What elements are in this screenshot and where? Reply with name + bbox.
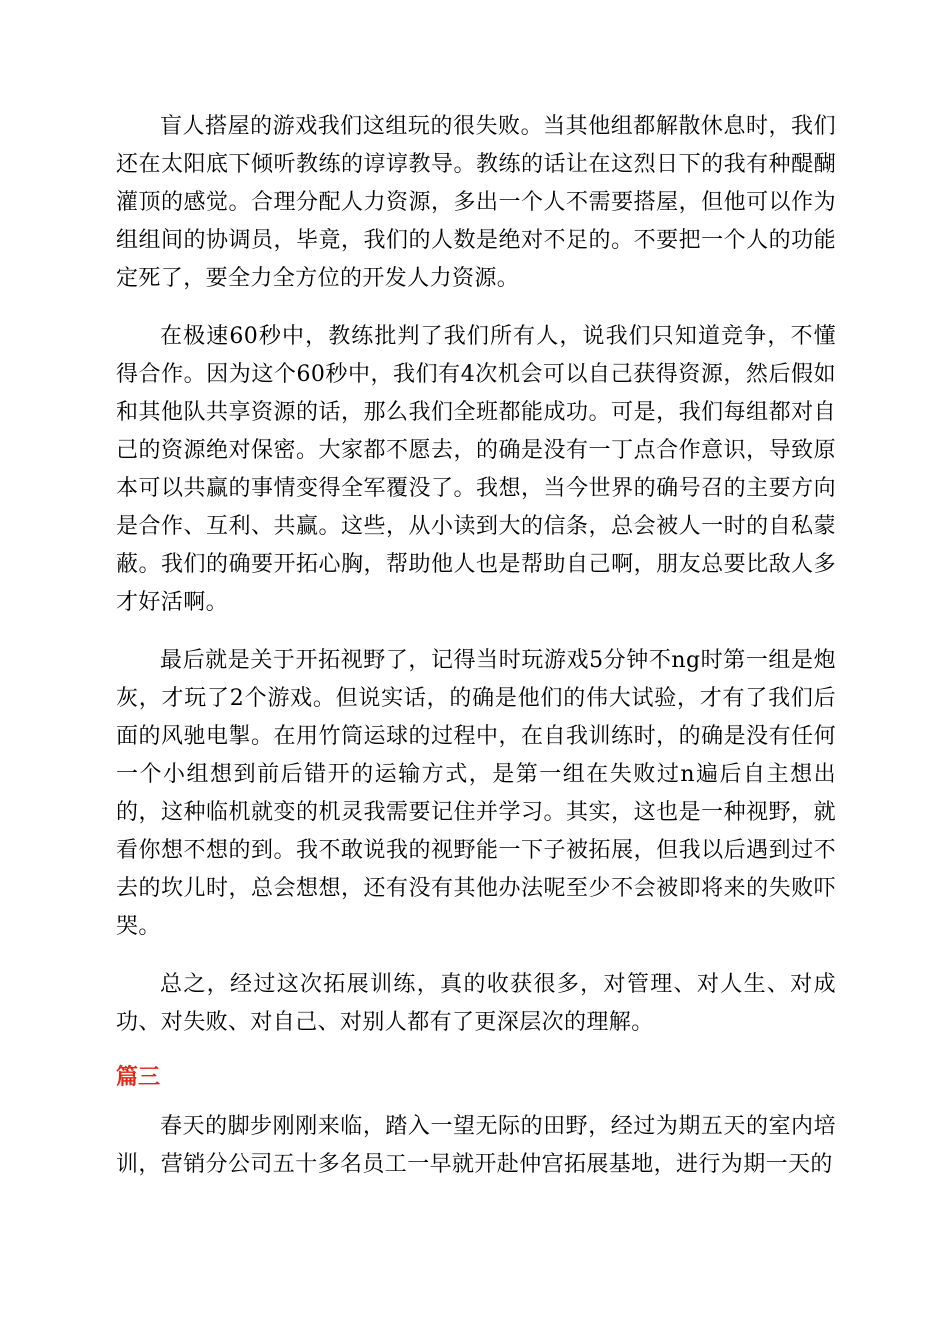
section-paragraph: 春天的脚步刚刚来临，踏入一望无际的田野，经过为期五天的室内培训，营销分公司五十多名员工一早就开赴仲宫拓展基地，进行为期一天的 (116, 1114, 836, 1177)
body-paragraph: 总之，经过这次拓展训练，真的收获很多，对管理、对人生、对成功、对失败、对自己、对别人都有了更深层次的理解。 (116, 972, 836, 1035)
section-heading: 篇三 (116, 1065, 161, 1090)
document-page (116, 108, 836, 1184)
body-paragraph: 盲人搭屋的游戏我们这组玩的很失败。当其他组都解散休息时，我们还在太阳底下倾听教练的谆谆教导。教练的话让在这烈日下的我有种醍醐灌顶的感觉。合理分配人力资源，多出一个人不需要搭屋，但他可以作为组组间的协调员，毕竟，我们的人数是绝对不足的。不要把一个人的功能定死了，要全力全方位的开发人力资源。 (116, 114, 836, 291)
body-paragraph: 最后就是关于开拓视野了，记得当时玩游戏5分钟不ng时第一组是炮灰，才玩了2个游戏。但说实话，的确是他们的伟大试验，才有了我们后面的风驰电掣。在用竹筒运球的过程中，在自我训练时，的确是没有任何一个小组想到前后错开的运输方式，是第一组在失败过n遍后自主想出的，这种临机就变的机灵我需要记住并学习。其实，这也是一种视野，就看你想不想的到。我不敢说我的视野能一下子被拓展，但我以后遇到过不去的坎儿时，总会想想，还有没有其他办法呢至少不会被即将来的失败吓哭。 (116, 648, 836, 939)
body-paragraph: 在极速60秒中，教练批判了我们所有人，说我们只知道竞争，不懂得合作。因为这个60秒中，我们有4次机会可以自己获得资源，然后假如和其他队共享资源的话，那么我们全班都能成功。可是，我们每组都对自己的资源绝对保密。大家都不愿去，的确是没有一丁点合作意识，导致原本可以共赢的事情变得全军覆没了。我想，当今世界的确号召的主要方向是合作、互利、共赢。这些，从小读到大的信条，总会被人一时的自私蒙蔽。我们的确要开拓心胸，帮助他人也是帮助自己啊，朋友总要比敌人多才好活啊。 (116, 324, 836, 615)
